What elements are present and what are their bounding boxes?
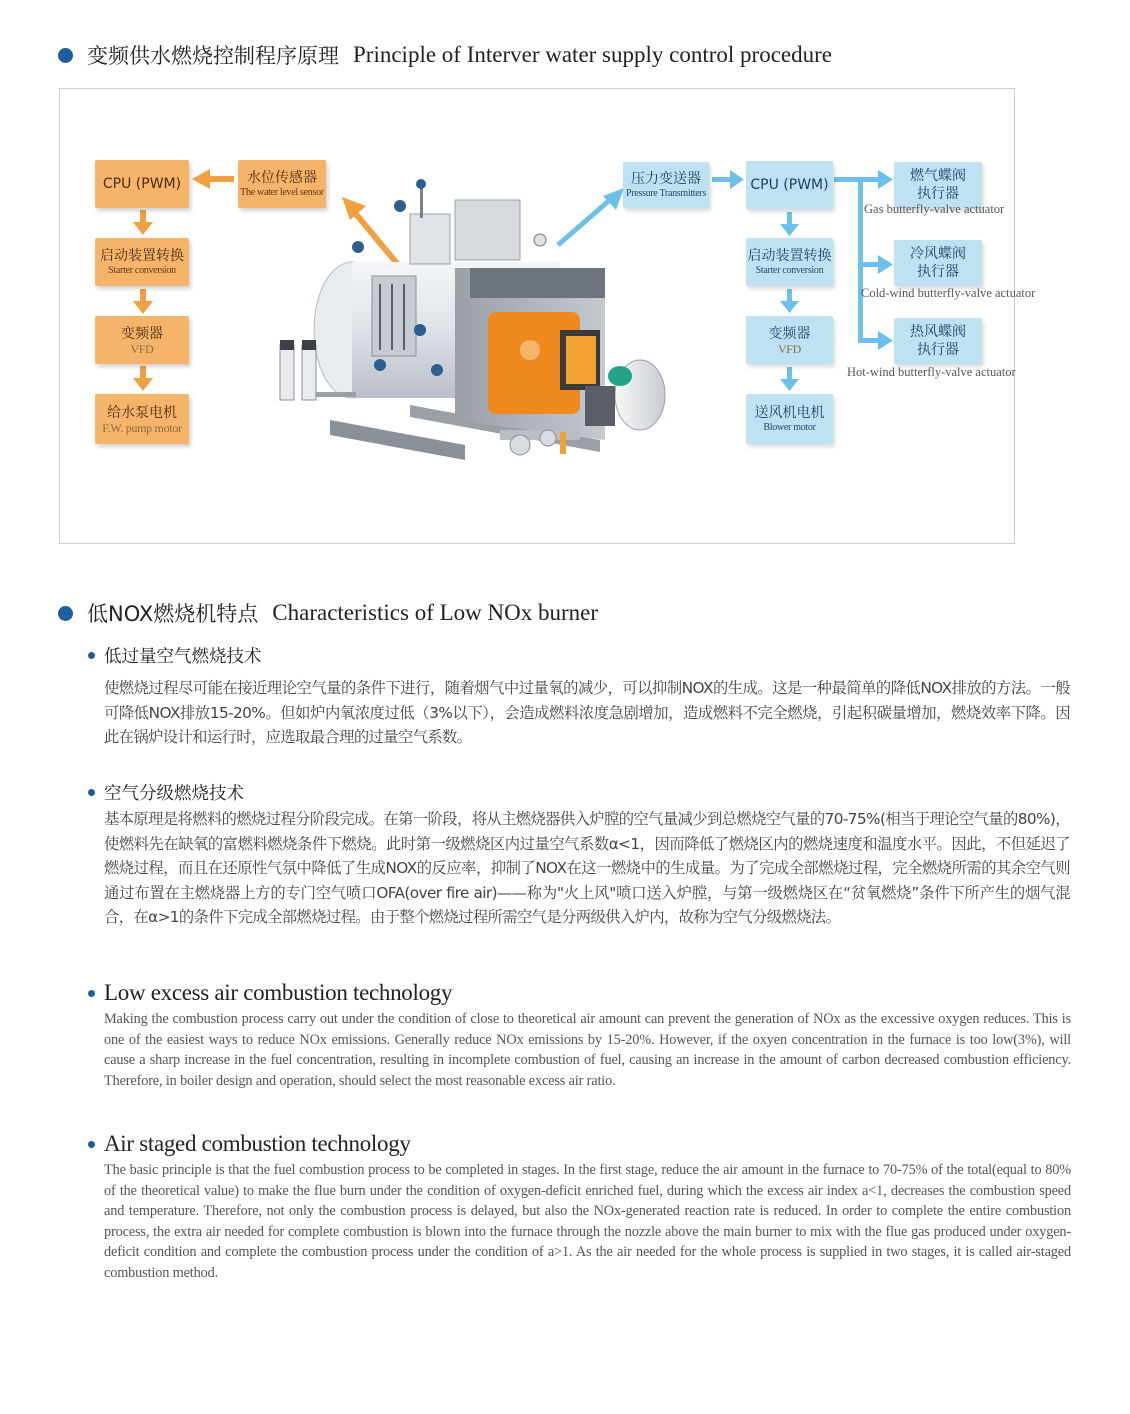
cold-wind-valve-actuator-box <box>894 240 982 286</box>
subheading-text: Air staged combustion technology <box>104 1131 411 1156</box>
right-blower-motor-box <box>746 394 833 444</box>
right-starter-cn: 启动装置转换 <box>747 248 832 264</box>
pressure-transmitter-cn: 压力变送器 <box>631 171 701 187</box>
arrow-down-icon <box>780 367 799 391</box>
water-level-sensor-en: The water level sensor <box>240 187 324 198</box>
paragraph-low-excess-air-en: Making the combustion process carry out under the condition of close to theoretical air amount can prevent the generation of NOx as the excessive oxygen reduces. This is one of the easiest ways to reduce NOx emissions. Generally reduce NOx emissions by 15-20%. However, if the oxyen concentration in the furnace is too low(3%), will cause a sharp increase in the fuel concentration, resulting in incomplete combustion of fuel, causing an increase in the amount of carbon decreased combustion efficiency. Therefore, in boiler design and operation, should select the most reasonable excess air ratio. <box>104 1011 1071 1089</box>
arrow-down-icon <box>133 289 153 314</box>
arrow-down-icon <box>780 289 799 313</box>
left-starter-en: Starter conversion <box>108 265 176 276</box>
subheading-text: Low excess air combustion technology <box>104 980 453 1005</box>
water-level-sensor-box <box>238 160 326 208</box>
subheading-low-excess-air-en <box>88 980 452 1006</box>
paragraph-air-staged-cn: 基本原理是将燃料的燃烧过程分阶段完成。在第一阶段，将从主燃烧器供入炉膛的空气量减少到总燃烧空气量的70-75%(相当于理论空气量的80%)，使燃料先在缺氧的富燃料燃烧条件下燃烧。此时第一级燃烧区内过量空气系数α<1，因而降低了燃烧区内的燃烧速度和温度水平。因此，不但延迟了燃烧过程，而且在还原性气氛中降低了生成NOX的反应率，抑制了NOX在这一燃烧中的生成量。为了完成全部燃烧过程，完全燃烧所需的其余空气则通过布置在主燃烧器上方的专门空气喷口OFA(over fire air)——称为"火上风"喷口送入炉膛，与第一级燃烧区在“贫氧燃烧”条件下所产生的烟气混合，在α>1的条件下完成全部燃烧过程。由于整个燃烧过程所需空气是分两级供入炉内，故称为空气分级燃烧法。 <box>104 810 1070 926</box>
arrow-branch-actuators-icon <box>834 170 893 350</box>
left-cpu-box <box>95 160 189 208</box>
section-title-low-nox <box>58 598 598 628</box>
bullet-dot-icon <box>88 652 95 659</box>
gas-valve-cn2: 执行器 <box>917 186 959 202</box>
section-title-en: Principle of Interver water supply control procedure <box>353 42 832 67</box>
paragraph-air-staged-en: The basic principle is that the fuel combustion process to be completed in stages. In the first stage, reduce the air amount in the furnace to 70-75% of the total(equal to 80% of the theoretical value) to make the flue burn under the condition of oxygen-deficit enriched fuel, during which the excess air index a<1, decreases the combustion speed and temperature. Therefore, not only the combustion process is delayed, but also the NOx-generated reaction rate is reduced. In order to complete the entire combustion process, the extra air needed for complete combustion is blown into the furnace through the nozzle above the main burner to mix with the flue gas produced under oxygen-deficit condition and complete the combustion process under the condition of a>1. As the air needed for the whole process is supplied in two stages, it is called air-staged combustion method. <box>104 1162 1071 1281</box>
right-blower-motor-cn: 送风机电机 <box>754 405 825 421</box>
right-vfd-en: VFD <box>777 342 802 356</box>
bullet-dot-icon <box>88 1141 95 1148</box>
section-title-cn: 低NOX燃烧机特点 <box>87 602 259 626</box>
bullet-dot-icon <box>58 606 73 621</box>
subheading-text: 低过量空气燃烧技术 <box>104 647 262 667</box>
right-blower-motor-en: Blower motor <box>763 422 816 433</box>
pressure-transmitter-box <box>623 162 709 208</box>
hot-wind-valve-cn2: 执行器 <box>917 342 959 358</box>
hot-wind-valve-caption: Hot-wind butterfly-valve actuator <box>847 365 1016 379</box>
arrow-down-icon <box>780 212 799 236</box>
left-pump-motor-box <box>95 394 189 444</box>
arrow-down-icon <box>133 366 153 391</box>
arrow-pressure-to-cpu-icon <box>712 170 744 189</box>
gas-valve-caption: Gas butterfly-valve actuator <box>864 202 1005 216</box>
arrow-sensor-to-cpu-icon <box>192 169 234 189</box>
pressure-transmitter-en: Pressure Transmitters <box>625 188 707 199</box>
left-vfd-cn: 变频器 <box>121 326 163 342</box>
left-pump-motor-cn: 给水泵电机 <box>107 405 177 421</box>
section-title-cn: 变频供水燃烧控制程序原理 <box>87 44 339 68</box>
left-vfd-en: VFD <box>130 342 154 356</box>
subheading-air-staged-cn <box>88 780 244 805</box>
subheading-text: 空气分级燃烧技术 <box>104 784 244 804</box>
arrow-boiler-to-pressure-icon <box>558 188 624 245</box>
subheading-low-excess-air-cn <box>88 643 262 668</box>
right-cpu-box <box>746 161 833 209</box>
water-level-sensor-cn: 水位传感器 <box>247 170 317 186</box>
left-starter-cn: 启动装置转换 <box>100 248 184 264</box>
cold-wind-valve-caption: Cold-wind butterfly-valve actuator <box>861 286 1036 300</box>
hot-wind-valve-cn1: 热风蝶阀 <box>910 324 966 340</box>
cold-wind-valve-cn1: 冷风蝶阀 <box>910 246 966 262</box>
right-starter-en: Starter conversion <box>755 265 824 276</box>
bullet-dot-icon <box>88 789 95 796</box>
right-vfd-box <box>746 316 833 364</box>
gas-valve-cn1: 燃气蝶阀 <box>910 168 966 184</box>
paragraph-low-excess-air-cn: 使燃烧过程尽可能在接近理论空气量的条件下进行，随着烟气中过量氧的减少，可以抑制NOX的生成。这是一种最简单的降低NOX排放的方法。一般可降低NOX排放15-20%。但如炉内氧浓度过低（3%以下），会造成燃料浓度急剧增加，造成燃料不完全燃烧，引起积碳量增加，燃烧效率下降。因此在锅炉设计和运行时，应选取最合理的过量空气系数。 <box>104 679 1070 746</box>
hot-wind-valve-actuator-box <box>894 318 982 364</box>
right-starter-box <box>746 238 833 286</box>
right-cpu-label: CPU (PWM) <box>750 177 829 193</box>
cold-wind-valve-cn2: 执行器 <box>917 264 959 280</box>
arrow-down-icon <box>133 210 153 235</box>
bullet-dot-icon <box>88 990 95 997</box>
boiler-illustration <box>280 179 665 460</box>
left-vfd-box <box>95 316 189 364</box>
section-title-en: Characteristics of Low NOx burner <box>272 600 599 625</box>
left-starter-box <box>95 238 189 286</box>
left-pump-motor-en: F.W. pump motor <box>102 421 182 435</box>
left-cpu-label: CPU (PWM) <box>102 176 182 192</box>
right-vfd-cn: 变频器 <box>768 326 811 342</box>
subheading-air-staged-en <box>88 1131 411 1157</box>
